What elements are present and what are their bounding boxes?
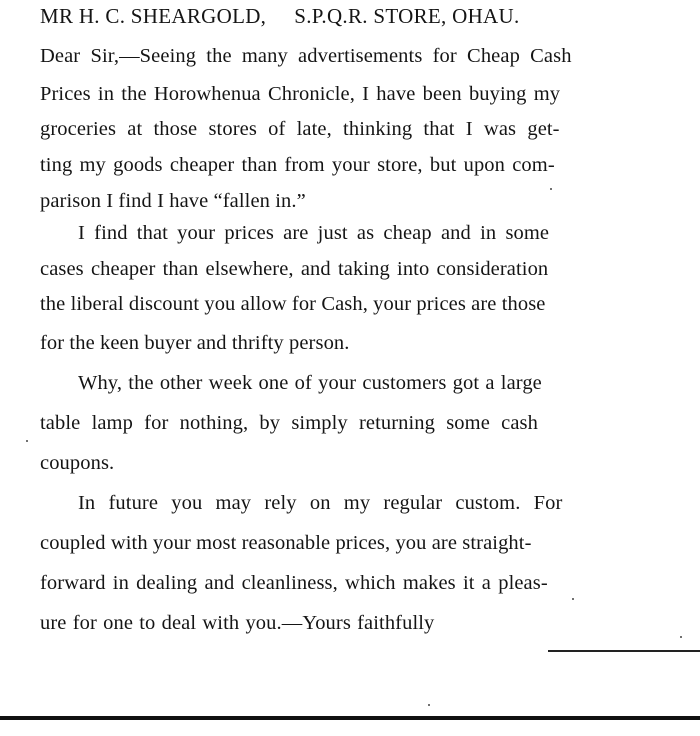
letter-line: coupons. bbox=[40, 452, 115, 474]
store-name: S.P.Q.R. STORE, OHAU. bbox=[294, 4, 520, 28]
letter-line: ting my goods cheaper than from your store, but upon com- bbox=[40, 154, 555, 176]
letter-line: groceries at those stores of late, thinking that I was get- bbox=[40, 118, 560, 140]
letter-line: Prices in the Horowhenua Chronicle, I have been buying my bbox=[40, 83, 561, 105]
letter-line: cases cheaper than elsewhere, and taking into consideration bbox=[40, 258, 549, 280]
column-divider bbox=[0, 716, 700, 720]
letter-line: table lamp for nothing, by simply returning some cash bbox=[40, 412, 538, 434]
print-speck bbox=[572, 598, 574, 600]
letter-line: ure for one to deal with you.—Yours faithfully bbox=[40, 612, 435, 634]
letter-line: I find that your prices are just as cheap and in some bbox=[78, 222, 550, 244]
letter-line: the liberal discount you allow for Cash, your prices are those bbox=[40, 293, 546, 315]
letter-line: Dear Sir,—Seeing the many advertisements for Cheap Cash bbox=[40, 45, 572, 67]
letter-heading bbox=[40, 4, 520, 29]
signature-rule bbox=[548, 650, 700, 652]
recipient-name: MR H. C. SHEARGOLD, bbox=[40, 4, 267, 28]
letter-line: coupled with your most reasonable prices, you are straight- bbox=[40, 532, 532, 554]
letter-line: In future you may rely on my regular custom. For bbox=[78, 492, 563, 514]
letter-line: for the keen buyer and thrifty person. bbox=[40, 332, 350, 354]
print-speck bbox=[26, 440, 28, 442]
print-speck bbox=[550, 188, 552, 190]
letter-line: Why, the other week one of your customers got a large bbox=[78, 372, 542, 394]
letter-line: parison I find I have “fallen in.” bbox=[40, 190, 306, 212]
print-speck bbox=[680, 636, 682, 638]
print-speck bbox=[428, 704, 430, 706]
letter-line: forward in dealing and cleanliness, which makes it a pleas- bbox=[40, 572, 548, 594]
